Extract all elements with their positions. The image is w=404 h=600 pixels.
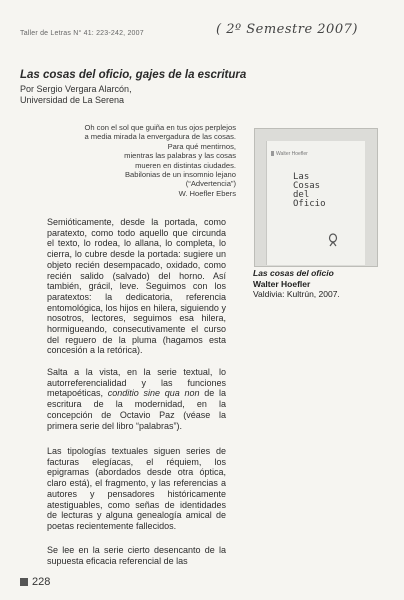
author-affiliation: Universidad de La Serena <box>20 95 125 105</box>
article-title: Las cosas del oficio, gajes de la escritura <box>20 69 247 81</box>
paragraph-4: Se lee en la serie cierto desencanto de la supuesta eficacia referencial de las <box>47 545 226 566</box>
epigraph-line: mientras las palabras y las cosas <box>124 151 236 161</box>
paragraph-3: Las tipologías textuales siguen series de facturas elegíacas, el réquiem, los epigramas (abordados desde otra óptica, claro está), el fragmento, y las referencias a autores y pensadores históricamente atestiguables, como señas de identidades de lecturas y alguna genealogía amical de poetas recientemente fallecidos. <box>47 446 226 531</box>
caption-publisher: Valdivia: Kultrún, 2007. <box>253 289 340 299</box>
epigraph-line: mueren en distintas ciudades. <box>135 160 236 170</box>
author-line: Por Sergio Vergara Alarcón, <box>20 84 132 94</box>
handwritten-annotation: ( 2º Semestre 2007) <box>216 22 358 37</box>
epigraph-line: Oh con el sol que guiña en tus ojos perplejos <box>84 123 236 132</box>
publisher-logo-icon <box>327 233 339 247</box>
epigraph-attribution: W. Hoefler Ebers <box>178 188 236 198</box>
cover-title: Las Cosas del Oficio <box>293 172 326 209</box>
book-cover <box>266 141 365 265</box>
book-caption <box>253 268 340 300</box>
page-footer <box>20 576 50 588</box>
epigraph-line: Babilonias de un insomnio lejano <box>124 170 236 180</box>
epigraph-line: (“Advertencia”) <box>185 179 236 189</box>
paragraph-2: Salta a la vista, en la serie textual, lo autorreferencialidad y las funciones metapoéticas, conditio sine qua non de la escritura de la modernidad, en la concepción de Octavio Paz (véase la primera serie del libro “palabras”). <box>47 367 226 431</box>
epigraph-line: Para qué mentirnos, <box>167 141 236 151</box>
epigraph <box>60 123 236 198</box>
journal-header: Taller de Letras N° 41: 223-242, 2007 <box>20 30 144 37</box>
caption-author: Walter Hoefler <box>253 278 311 289</box>
epigraph-line: a media mirada la envergadura de las cosas. <box>84 132 236 142</box>
book-cover-image <box>254 128 378 267</box>
square-marker-icon <box>20 578 28 586</box>
article-author-block <box>20 84 132 106</box>
latin-phrase: conditio sine qua non <box>107 388 200 399</box>
caption-title: Las cosas del oficio <box>253 268 334 278</box>
page-number: 228 <box>32 576 51 588</box>
cover-author-mark: Walter Hoefler <box>271 151 308 157</box>
paragraph-1: Semióticamente, desde la portada, como paratexto, como todo aquello que circunda el texto, lo rodea, lo allana, lo completa, lo cierra, lo cubre desde la portada: sugiere un objeto recién desempacado, oxidado, como recién salido (salvado) del horno. Así también, grácil, leve. Seguimos con los paratextos: la dedicatoria, referencia entomológica, los hijos en hilera, siguiendo y nosotros, lectores, seguimos esa hilera, hormigueando, consecutivamente el curso del reguero de la pluma (hagamos esta concesión a la retórica). <box>47 217 226 356</box>
